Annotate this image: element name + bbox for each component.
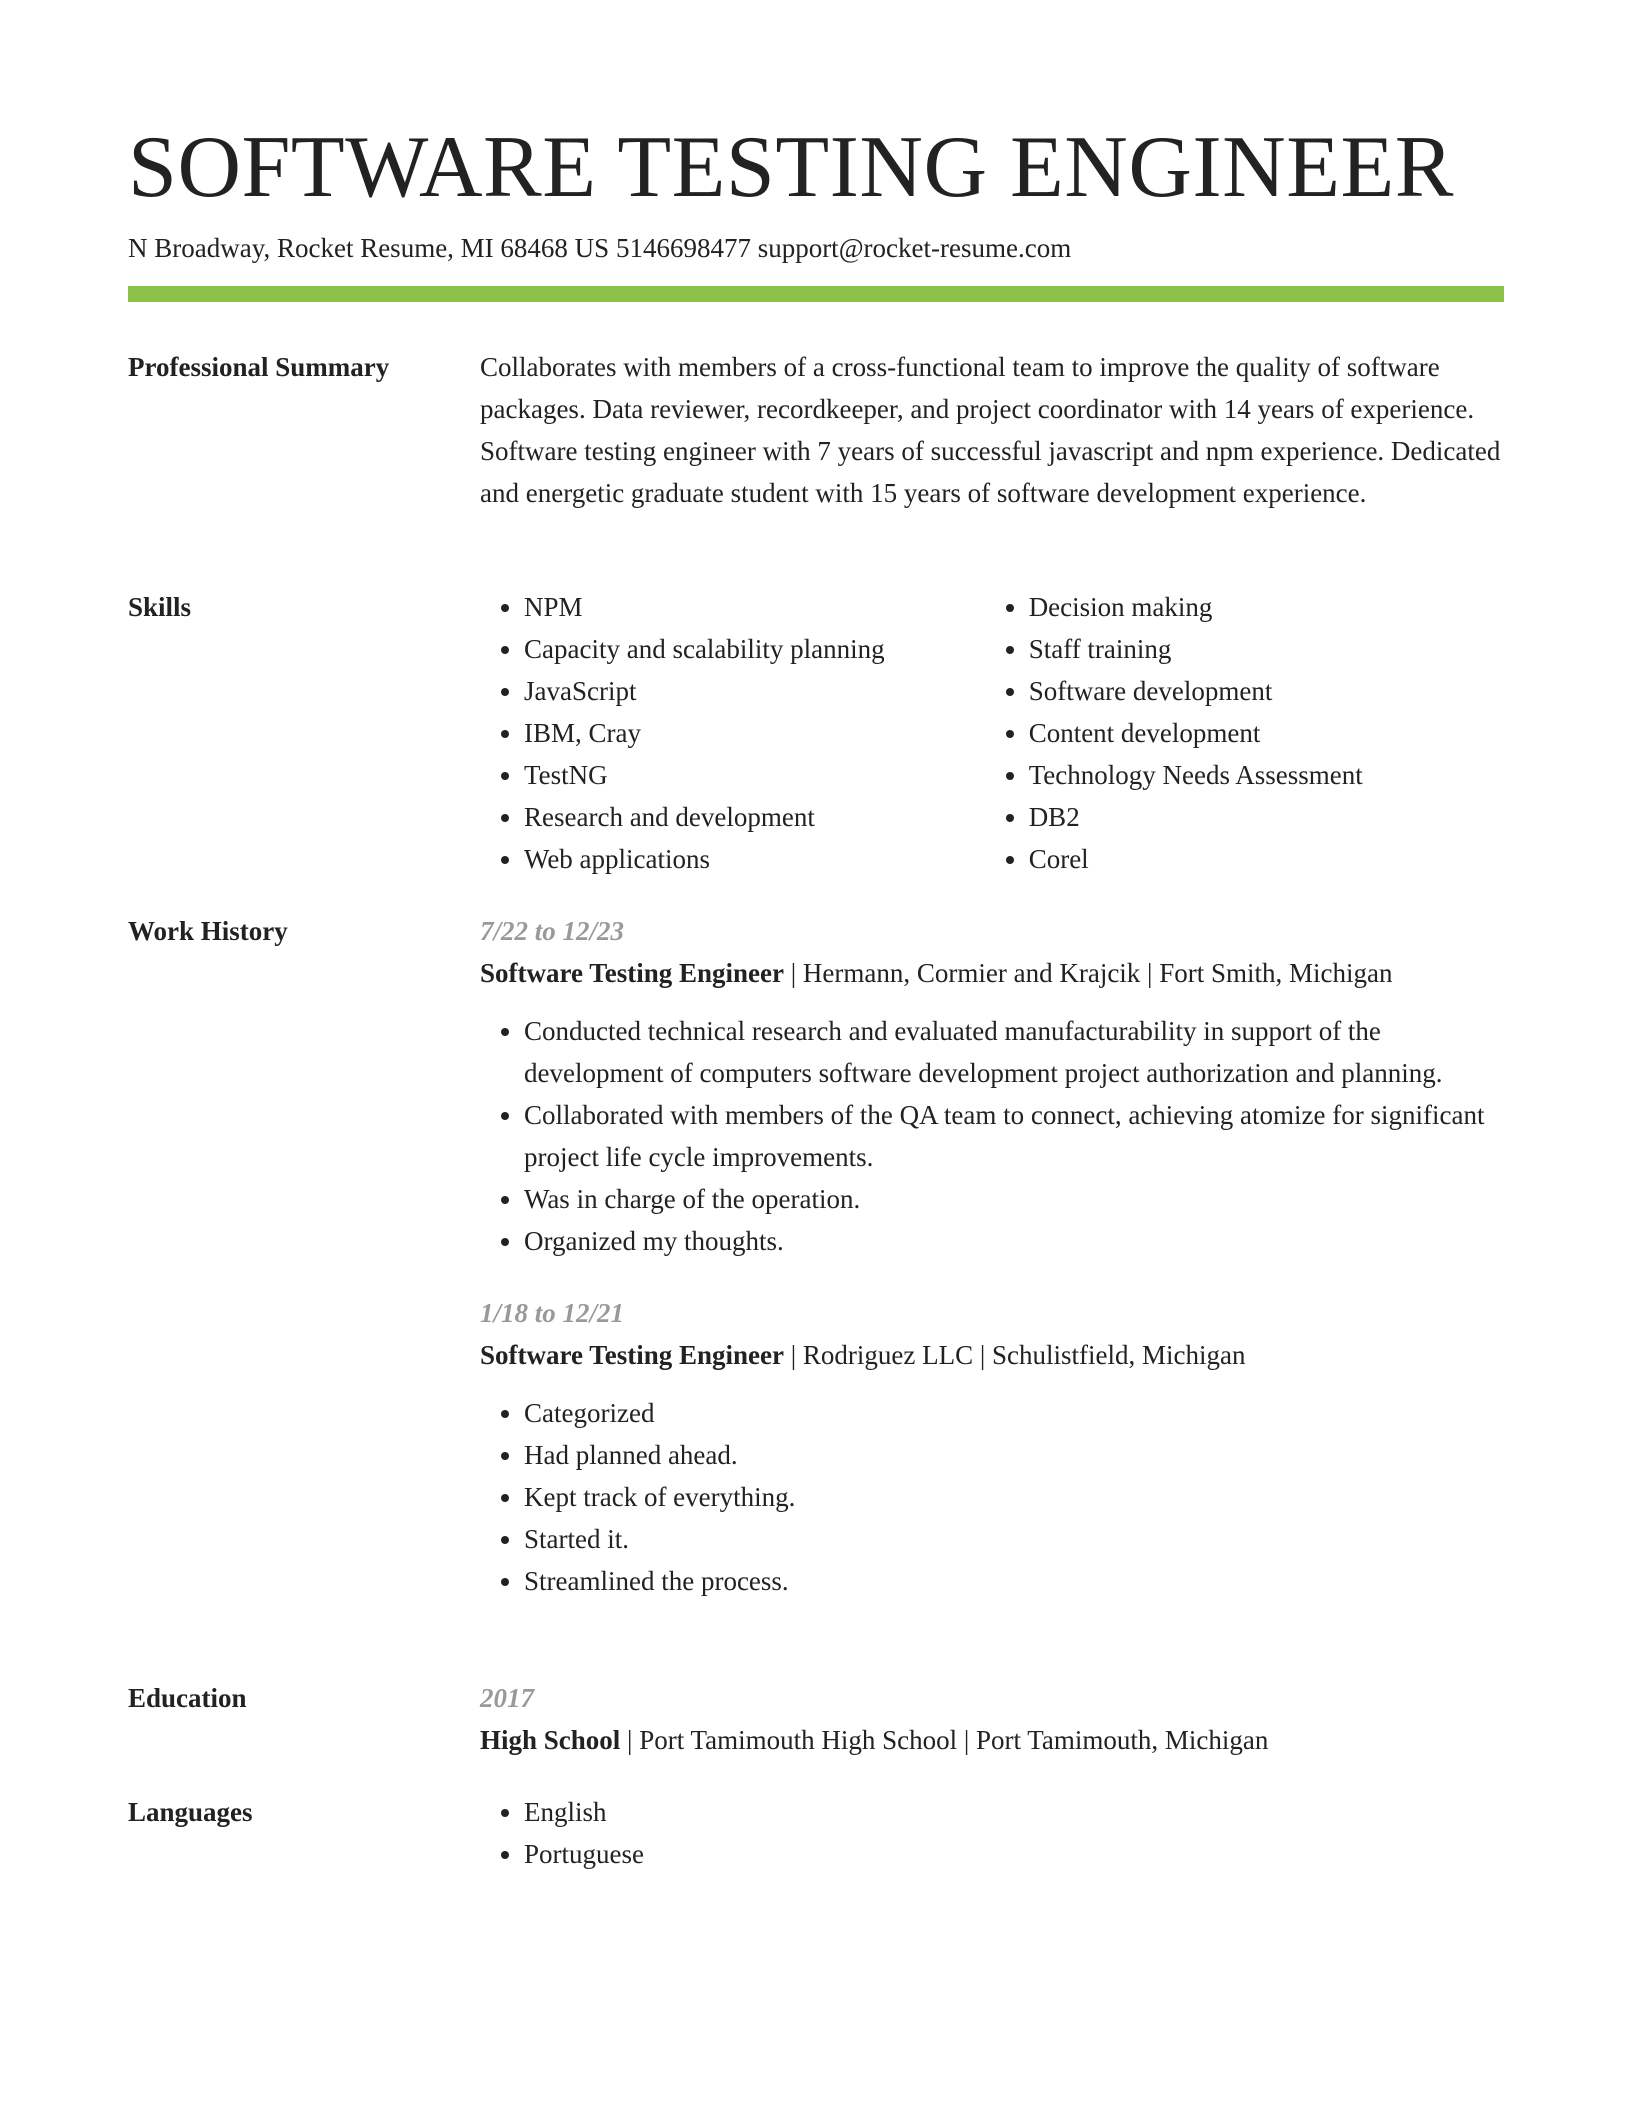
- education-degree: High School: [480, 1725, 621, 1755]
- job-bullet: • Started it.: [524, 1518, 1504, 1560]
- skill-item: • Staff training: [1029, 628, 1504, 670]
- job-bullet: • Organized my thoughts.: [524, 1220, 1504, 1262]
- work-history-label: Work History: [128, 916, 288, 946]
- language-item: • Portuguese: [524, 1833, 1504, 1875]
- summary-label: Professional Summary: [128, 352, 390, 382]
- job-bullet: • Streamlined the process.: [524, 1560, 1504, 1602]
- education-body: [480, 1677, 1504, 1761]
- job-bullets: [480, 1010, 1504, 1262]
- job-details: | Hermann, Cormier and Krajcik | Fort Smith, Michigan: [784, 958, 1393, 988]
- job-bullet: • Collaborated with members of the QA team to connect, achieving atomize for significant project life cycle improvements.: [524, 1094, 1504, 1178]
- skill-item: • Software development: [1029, 670, 1504, 712]
- job-bullet: • Was in charge of the operation.: [524, 1178, 1504, 1220]
- job-entry: [480, 1292, 1504, 1602]
- skills-list-right: [985, 586, 1504, 880]
- accent-divider: [128, 286, 1504, 302]
- job-entry: [480, 910, 1504, 1262]
- languages-label: Languages: [128, 1797, 253, 1827]
- summary-text: Collaborates with members of a cross-functional team to improve the quality of software packages. Data reviewer, recordkeeper, and project coordinator with 14 years of experience. Software testing engineer with 7 years of successful javascript and npm experience. Dedicated and energetic graduate student with 15 years of software development experience.: [480, 352, 1501, 508]
- job-title: Software Testing Engineer: [480, 958, 785, 988]
- language-item: • English: [524, 1791, 1504, 1833]
- skill-item: • JavaScript: [524, 670, 985, 712]
- summary-body: [480, 346, 1504, 514]
- job-dates: 1/18 to 12/21: [480, 1298, 625, 1328]
- job-bullet: • Conducted technical research and evaluated manufacturability in support of the development of computers software development project authorization and planning.: [524, 1010, 1504, 1094]
- skills-list-left: [480, 586, 985, 880]
- skills-columns: [480, 586, 1504, 880]
- languages-list: [480, 1791, 1504, 1875]
- education-date: 2017: [480, 1683, 534, 1713]
- job-title: Software Testing Engineer: [480, 1340, 785, 1370]
- skill-item: • Web applications: [524, 838, 985, 880]
- skill-item: • Corel: [1029, 838, 1504, 880]
- job-dates: 7/22 to 12/23: [480, 916, 625, 946]
- skills-label: Skills: [128, 592, 192, 622]
- skill-item: • Decision making: [1029, 586, 1504, 628]
- job-bullet: • Categorized: [524, 1392, 1504, 1434]
- resume-title: SOFTWARE TESTING ENGINEER: [128, 119, 1454, 216]
- skill-item: • Technology Needs Assessment: [1029, 754, 1504, 796]
- skill-item: • DB2: [1029, 796, 1504, 838]
- job-heading: [480, 952, 1504, 994]
- skill-item: • Content development: [1029, 712, 1504, 754]
- job-bullet: • Had planned ahead.: [524, 1434, 1504, 1476]
- languages-body: [480, 1791, 1504, 1875]
- skill-item: • Research and development: [524, 796, 985, 838]
- work-history-body: [480, 910, 1504, 1602]
- education-label: Education: [128, 1683, 247, 1713]
- job-details: | Rodriguez LLC | Schulistfield, Michigan: [784, 1340, 1246, 1370]
- job-heading: [480, 1334, 1504, 1376]
- job-bullets: [480, 1392, 1504, 1602]
- education-heading: [480, 1719, 1504, 1761]
- skill-item: • NPM: [524, 586, 985, 628]
- skills-body: [480, 586, 1504, 880]
- contact-info: N Broadway, Rocket Resume, MI 68468 US 5146698477 support@rocket-resume.com: [128, 233, 1072, 263]
- education-details: | Port Tamimouth High School | Port Tamimouth, Michigan: [620, 1725, 1269, 1755]
- skill-item: • IBM, Cray: [524, 712, 985, 754]
- skill-item: • Capacity and scalability planning: [524, 628, 985, 670]
- job-bullet: • Kept track of everything.: [524, 1476, 1504, 1518]
- skill-item: • TestNG: [524, 754, 985, 796]
